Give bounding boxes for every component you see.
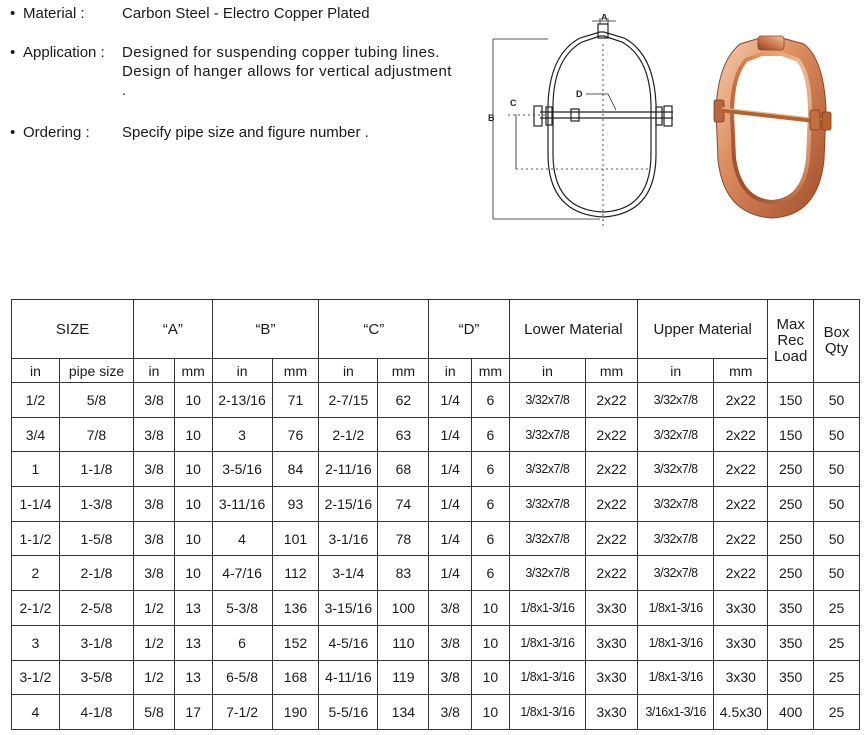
table-cell: 2-7/15 — [319, 383, 378, 418]
table-cell: 2-15/16 — [319, 487, 378, 522]
subheader-cell: mm — [586, 359, 638, 383]
table-cell: 1/8x1-3/16 — [509, 591, 585, 626]
table-cell: 1/8x1-3/16 — [509, 660, 585, 695]
table-cell: 2-1/2 — [319, 417, 378, 452]
table-row — [12, 383, 860, 418]
table-cell: 25 — [814, 591, 860, 626]
table-cell: 2-13/16 — [212, 383, 272, 418]
table-cell: 83 — [378, 556, 429, 591]
table-cell: 68 — [378, 452, 429, 487]
table-cell: 250 — [768, 556, 814, 591]
table-cell: 63 — [378, 417, 429, 452]
table-cell: 2x22 — [714, 521, 768, 556]
table-row — [12, 660, 860, 695]
table-cell: 74 — [378, 487, 429, 522]
table-cell: 2x22 — [714, 452, 768, 487]
table-cell: 25 — [814, 660, 860, 695]
table-cell: 2x22 — [586, 487, 638, 522]
table-cell: 3/32x7/8 — [509, 417, 585, 452]
col-header-d: “D” — [429, 300, 509, 359]
table-cell: 3/4 — [12, 417, 60, 452]
table-cell: 136 — [272, 591, 319, 626]
table-cell: 50 — [814, 487, 860, 522]
bullet-icon: • — [10, 44, 16, 61]
subheader-row — [12, 359, 860, 383]
col-header-box-qty: Box Qty — [814, 300, 860, 383]
table-cell: 78 — [378, 521, 429, 556]
table-cell: 2-1/2 — [12, 591, 60, 626]
table-cell: 10 — [472, 660, 510, 695]
col-header-max-load: Max Rec Load — [768, 300, 814, 383]
table-cell: 3x30 — [714, 660, 768, 695]
table-cell: 25 — [814, 695, 860, 730]
table-cell: 1/4 — [429, 452, 472, 487]
table-cell: 13 — [174, 591, 212, 626]
table-cell: 17 — [174, 695, 212, 730]
hanger-size-table — [11, 299, 860, 730]
table-cell: 4.5x30 — [714, 695, 768, 730]
table-cell: 1/4 — [429, 383, 472, 418]
subheader-cell: mm — [472, 359, 510, 383]
table-cell: 3 — [212, 417, 272, 452]
col-header-c: “C” — [319, 300, 429, 359]
table-cell: 3/8 — [429, 591, 472, 626]
col-header-size: SIZE — [12, 300, 134, 359]
table-cell: 62 — [378, 383, 429, 418]
table-cell: 6 — [472, 487, 510, 522]
table-cell: 3/32x7/8 — [637, 452, 713, 487]
subheader-cell: in — [212, 359, 272, 383]
table-cell: 1-5/8 — [59, 521, 133, 556]
table-cell: 400 — [768, 695, 814, 730]
spec-value: Designed for suspending copper tubing lines. Design of hanger allows for vertical adjustment . — [122, 44, 452, 99]
table-cell: 1/8x1-3/16 — [509, 625, 585, 660]
table-cell: 10 — [174, 383, 212, 418]
table-cell: 76 — [272, 417, 319, 452]
subheader-cell: in — [12, 359, 60, 383]
table-cell: 4 — [212, 521, 272, 556]
table-cell: 6 — [472, 417, 510, 452]
table-cell: 350 — [768, 625, 814, 660]
col-header-lower-material: Lower Material — [509, 300, 637, 359]
table-cell: 250 — [768, 452, 814, 487]
table-row — [12, 452, 860, 487]
table-cell: 3/8 — [134, 417, 175, 452]
header-row — [12, 300, 860, 359]
table-cell: 3/32x7/8 — [509, 452, 585, 487]
table-cell: 6 — [472, 521, 510, 556]
table-cell: 3x30 — [586, 625, 638, 660]
table-cell: 3x30 — [714, 591, 768, 626]
table-cell: 2x22 — [586, 383, 638, 418]
table-cell: 3/32x7/8 — [509, 521, 585, 556]
table-cell: 3/32x7/8 — [637, 556, 713, 591]
table-cell: 3-5/16 — [212, 452, 272, 487]
table-cell: 1/8x1-3/16 — [637, 591, 713, 626]
table-cell: 3x30 — [586, 591, 638, 626]
table-cell: 5/8 — [134, 695, 175, 730]
table-cell: 1-1/4 — [12, 487, 60, 522]
table-cell: 3/8 — [134, 556, 175, 591]
table-cell: 350 — [768, 660, 814, 695]
table-cell: 50 — [814, 417, 860, 452]
dim-label-c: C — [510, 98, 517, 108]
table-cell: 4-7/16 — [212, 556, 272, 591]
table-row — [12, 417, 860, 452]
table-cell: 1/2 — [134, 625, 175, 660]
table-cell: 3/8 — [429, 625, 472, 660]
table-cell: 5-5/16 — [319, 695, 378, 730]
table-cell: 5-3/8 — [212, 591, 272, 626]
col-header-b: “B” — [212, 300, 319, 359]
table-cell: 2x22 — [586, 452, 638, 487]
table-cell: 3-1/2 — [12, 660, 60, 695]
table-cell: 71 — [272, 383, 319, 418]
spec-label: Ordering : — [23, 124, 90, 141]
table-cell: 100 — [378, 591, 429, 626]
table-cell: 3/32x7/8 — [509, 556, 585, 591]
table-cell: 150 — [768, 417, 814, 452]
hanger-drawing — [488, 14, 678, 244]
spec-value: Carbon Steel - Electro Copper Plated — [122, 5, 370, 22]
table-cell: 1/2 — [12, 383, 60, 418]
table-cell: 6-5/8 — [212, 660, 272, 695]
table-cell: 50 — [814, 521, 860, 556]
table-cell: 3/32x7/8 — [637, 383, 713, 418]
table-cell: 13 — [174, 660, 212, 695]
table-cell: 10 — [174, 556, 212, 591]
table-cell: 50 — [814, 383, 860, 418]
table-cell: 25 — [814, 625, 860, 660]
table-cell: 1-1/8 — [59, 452, 133, 487]
table-cell: 110 — [378, 625, 429, 660]
table-cell: 3/32x7/8 — [637, 487, 713, 522]
table-cell: 6 — [212, 625, 272, 660]
spec-label: Application : — [23, 44, 105, 61]
table-cell: 3x30 — [586, 695, 638, 730]
table-cell: 93 — [272, 487, 319, 522]
table-cell: 10 — [174, 521, 212, 556]
hanger-photo — [700, 30, 850, 230]
bullet-icon: • — [10, 124, 16, 141]
table-cell: 3-1/8 — [59, 625, 133, 660]
table-cell: 10 — [174, 452, 212, 487]
table-cell: 6 — [472, 452, 510, 487]
table-cell: 250 — [768, 487, 814, 522]
bullet-icon: • — [10, 5, 16, 22]
subheader-cell: in — [319, 359, 378, 383]
table-cell: 10 — [472, 625, 510, 660]
table-cell: 1/8x1-3/16 — [509, 695, 585, 730]
table-cell: 1/4 — [429, 556, 472, 591]
table-cell: 1-3/8 — [59, 487, 133, 522]
table-cell: 2-1/8 — [59, 556, 133, 591]
table-cell: 2x22 — [714, 383, 768, 418]
table-cell: 2 — [12, 556, 60, 591]
table-row — [12, 591, 860, 626]
subheader-cell: in — [429, 359, 472, 383]
table-cell: 3/8 — [134, 521, 175, 556]
table-cell: 5/8 — [59, 383, 133, 418]
table-cell: 10 — [472, 695, 510, 730]
subheader-cell: mm — [272, 359, 319, 383]
table-cell: 112 — [272, 556, 319, 591]
subheader-cell: mm — [714, 359, 768, 383]
table-cell: 4 — [12, 695, 60, 730]
table-cell: 3-5/8 — [59, 660, 133, 695]
table-cell: 3-1/16 — [319, 521, 378, 556]
table-cell: 3/16x1-3/16 — [637, 695, 713, 730]
table-cell: 4-1/8 — [59, 695, 133, 730]
table-cell: 190 — [272, 695, 319, 730]
table-cell: 10 — [174, 417, 212, 452]
table-cell: 1/8x1-3/16 — [637, 660, 713, 695]
table-cell: 1/2 — [134, 591, 175, 626]
table-cell: 3/8 — [429, 660, 472, 695]
table-cell: 1/2 — [134, 660, 175, 695]
table-cell: 3-11/16 — [212, 487, 272, 522]
table-cell: 134 — [378, 695, 429, 730]
table-cell: 7/8 — [59, 417, 133, 452]
table-cell: 3 — [12, 625, 60, 660]
table-cell: 2x22 — [586, 521, 638, 556]
table-cell: 168 — [272, 660, 319, 695]
table-cell: 119 — [378, 660, 429, 695]
table-cell: 3-1/4 — [319, 556, 378, 591]
table-row — [12, 625, 860, 660]
table-cell: 3/32x7/8 — [637, 417, 713, 452]
table-cell: 6 — [472, 556, 510, 591]
table-cell: 3/8 — [134, 452, 175, 487]
table-cell: 1-1/2 — [12, 521, 60, 556]
table-cell: 50 — [814, 556, 860, 591]
table-cell: 1/4 — [429, 521, 472, 556]
subheader-cell: in — [637, 359, 713, 383]
table-row — [12, 556, 860, 591]
table-cell: 1/4 — [429, 417, 472, 452]
subheader-cell: in — [509, 359, 585, 383]
table-cell: 2-5/8 — [59, 591, 133, 626]
table-row — [12, 695, 860, 730]
table-cell: 1/8x1-3/16 — [637, 625, 713, 660]
table-cell: 50 — [814, 452, 860, 487]
table-cell: 2x22 — [586, 417, 638, 452]
table-cell: 3/32x7/8 — [637, 521, 713, 556]
subheader-cell: mm — [174, 359, 212, 383]
table-cell: 2x22 — [714, 556, 768, 591]
table-cell: 4-11/16 — [319, 660, 378, 695]
table-cell: 1 — [12, 452, 60, 487]
table-cell: 250 — [768, 521, 814, 556]
table-cell: 3/32x7/8 — [509, 383, 585, 418]
table-cell: 10 — [472, 591, 510, 626]
table-cell: 350 — [768, 591, 814, 626]
table-cell: 2-11/16 — [319, 452, 378, 487]
table-cell: 3/8 — [429, 695, 472, 730]
table-cell: 6 — [472, 383, 510, 418]
table-cell: 2x22 — [586, 556, 638, 591]
table-cell: 13 — [174, 625, 212, 660]
table-cell: 150 — [768, 383, 814, 418]
table-cell: 3x30 — [714, 625, 768, 660]
table-cell: 3x30 — [586, 660, 638, 695]
col-header-upper-material: Upper Material — [637, 300, 767, 359]
subheader-cell: pipe size — [59, 359, 133, 383]
spec-label: Material : — [23, 5, 85, 22]
table-row — [12, 521, 860, 556]
table-row — [12, 487, 860, 522]
table-cell: 1/4 — [429, 487, 472, 522]
table-cell: 152 — [272, 625, 319, 660]
table-cell: 7-1/2 — [212, 695, 272, 730]
table-cell: 3/32x7/8 — [509, 487, 585, 522]
table-cell: 3-15/16 — [319, 591, 378, 626]
table-cell: 2x22 — [714, 417, 768, 452]
subheader-cell: in — [134, 359, 175, 383]
table-cell: 101 — [272, 521, 319, 556]
spec-value: Specify pipe size and figure number . — [122, 124, 369, 141]
table-cell: 84 — [272, 452, 319, 487]
dim-label-a: A — [601, 14, 608, 22]
table-cell: 10 — [174, 487, 212, 522]
table-cell: 3/8 — [134, 383, 175, 418]
subheader-cell: mm — [378, 359, 429, 383]
dim-label-b: B — [488, 113, 495, 123]
table-cell: 2x22 — [714, 487, 768, 522]
dim-label-d: D — [576, 89, 583, 99]
table-cell: 4-5/16 — [319, 625, 378, 660]
table-cell: 3/8 — [134, 487, 175, 522]
col-header-a: “A” — [134, 300, 212, 359]
